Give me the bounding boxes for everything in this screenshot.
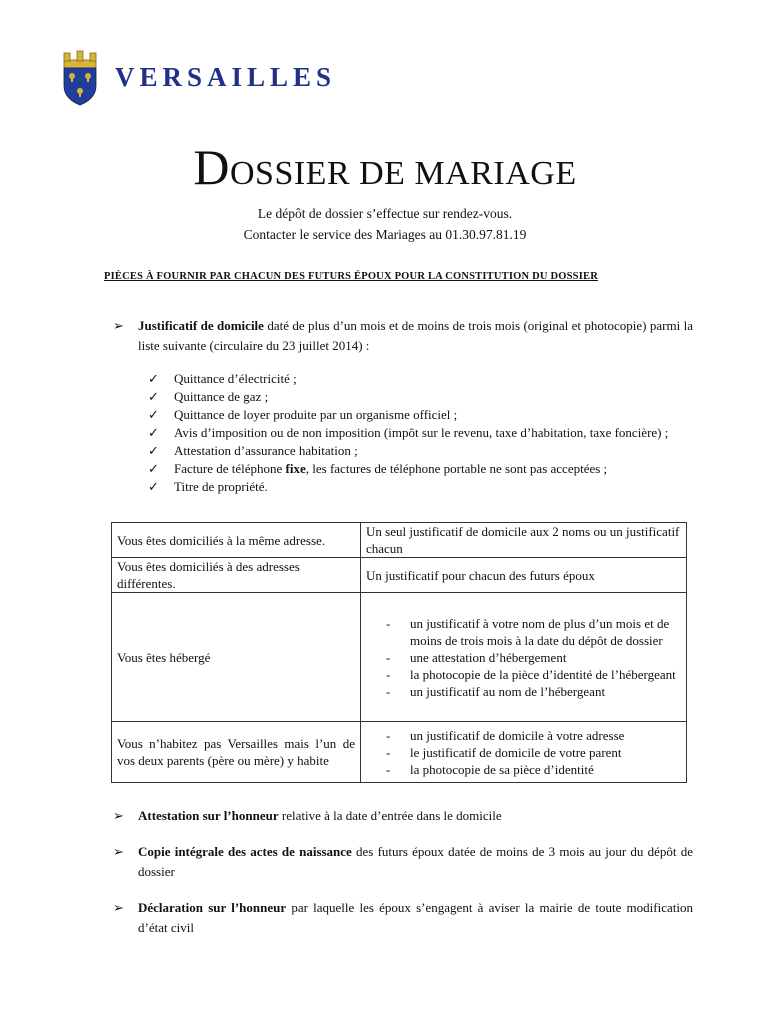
bullet-attestation-title: Attestation sur l’honneur <box>138 808 279 823</box>
arrow-bullet-icon: ➢ <box>113 900 124 915</box>
intro-line-appointment: Le dépôt de dossier s’effectue sur rendez-vous. <box>257 206 513 221</box>
brand-name: VERSAILLES <box>115 62 337 92</box>
bullet-domicile <box>113 316 693 356</box>
intro-line-contact: Contacter le service des Mariages au 01.30.97.81.19 <box>243 227 527 242</box>
bullet-domicile-title: Justificatif de domicile <box>138 318 264 333</box>
bullet-domicile-text <box>138 316 693 356</box>
list-item <box>148 424 688 442</box>
requirement-item: - un justificatif à votre nom de plus d’un mois et de moins de trois mois à la date du dépôt de dossier <box>366 615 681 649</box>
list-item-text: Quittance d’électricité ; <box>174 371 297 386</box>
page-title <box>0 138 770 196</box>
requirement-item: - un justificatif de domicile à votre adresse <box>366 727 681 744</box>
list-item <box>148 460 688 478</box>
requirement-list <box>366 615 681 700</box>
housing-table <box>111 522 687 783</box>
arrow-bullet-icon: ➢ <box>113 844 124 859</box>
requirement-item: - un justificatif au nom de l’hébergeant <box>366 683 681 700</box>
bullet-copie-desc: des futurs époux datée de moins de 3 mois au jour du dépôt de dossier <box>138 844 693 879</box>
list-item-text: Quittance de loyer produite par un organisme officiel ; <box>174 407 458 422</box>
table-cell-situation: Vous êtes domiciliés à des adresses différentes. <box>112 558 361 593</box>
table-row <box>112 722 687 783</box>
table-cell-situation: Vous êtes hébergé <box>112 593 361 722</box>
list-item-text-bold: fixe <box>285 461 306 476</box>
checklist <box>148 370 688 496</box>
title-initial: D <box>193 139 230 195</box>
section-heading: PIÈCES À FOURNIR PAR CHACUN DES FUTURS ÉPOUX POUR LA CONSTITUTION DU DOSSIER <box>104 271 598 282</box>
table-cell-requirements <box>361 722 687 783</box>
list-item-text-after: , les factures de téléphone portable ne sont pas acceptées ; <box>305 461 608 476</box>
checkmark-icon: ✓ <box>148 407 159 422</box>
checkmark-icon: ✓ <box>148 389 159 404</box>
bullet-attestation <box>113 806 693 826</box>
list-item <box>148 406 688 424</box>
requirement-list <box>366 727 681 778</box>
title-rest: OSSIER DE MARIAGE <box>229 155 577 192</box>
table-row <box>112 558 687 593</box>
checkmark-icon: ✓ <box>148 371 159 386</box>
requirement-item: - la photocopie de sa pièce d’identité <box>366 761 681 778</box>
arrow-bullet-icon: ➢ <box>113 808 124 823</box>
table-cell-requirement: Un seul justificatif de domicile aux 2 noms ou un justificatif chacun <box>361 523 687 558</box>
intro-text <box>0 203 770 245</box>
list-item-text: Quittance de gaz ; <box>174 389 269 404</box>
list-item <box>148 442 688 460</box>
table-cell-situation: Vous n’habitez pas Versailles mais l’un de vos deux parents (père ou mère) y habite <box>112 722 361 783</box>
table-row <box>112 593 687 722</box>
bullet-copie-text <box>138 842 693 882</box>
list-item-text: Titre de propriété. <box>174 479 268 494</box>
checkmark-icon: ✓ <box>148 443 159 458</box>
list-item <box>148 388 688 406</box>
requirement-item: - une attestation d’hébergement <box>366 649 681 666</box>
bullet-copie <box>113 842 693 882</box>
bullet-attestation-text <box>138 806 693 826</box>
table-row <box>112 523 687 558</box>
requirement-item: - le justificatif de domicile de votre parent <box>366 744 681 761</box>
bullet-domicile-desc: daté de plus d’un mois et de moins de trois mois (original et photocopie) parmi la liste suivante (circulaire du 23 juillet 2014) : <box>138 318 693 353</box>
bullet-declaration-title: Déclaration sur l’honneur <box>138 900 287 915</box>
list-item <box>148 478 688 496</box>
table-cell-requirements <box>361 593 687 722</box>
list-item <box>148 370 688 388</box>
arrow-bullet-icon: ➢ <box>113 318 124 333</box>
table-cell-situation: Vous êtes domiciliés à la même adresse. <box>112 523 361 558</box>
checkmark-icon: ✓ <box>148 425 159 440</box>
bullet-attestation-desc: relative à la date d’entrée dans le domicile <box>278 808 502 823</box>
bullet-declaration-text <box>138 898 693 938</box>
list-item-text: Avis d’imposition ou de non imposition (impôt sur le revenu, taxe d’habitation, taxe foncière) ; <box>174 425 669 440</box>
bullet-declaration <box>113 898 693 938</box>
checkmark-icon: ✓ <box>148 461 159 476</box>
bullet-declaration-desc: par laquelle les époux s’engagent à aviser la mairie de toute modification d’état civil <box>138 900 693 935</box>
table-cell-requirement: Un justificatif pour chacun des futurs époux <box>361 558 687 593</box>
list-item-text: Attestation d’assurance habitation ; <box>174 443 358 458</box>
list-item-text-before: Facture de téléphone <box>174 461 286 476</box>
checkmark-icon: ✓ <box>148 479 159 494</box>
versailles-crest-icon <box>60 50 100 106</box>
bullet-copie-title: Copie intégrale des actes de naissance <box>138 844 352 859</box>
requirement-item: - la photocopie de la pièce d’identité de l’hébergeant <box>366 666 681 683</box>
